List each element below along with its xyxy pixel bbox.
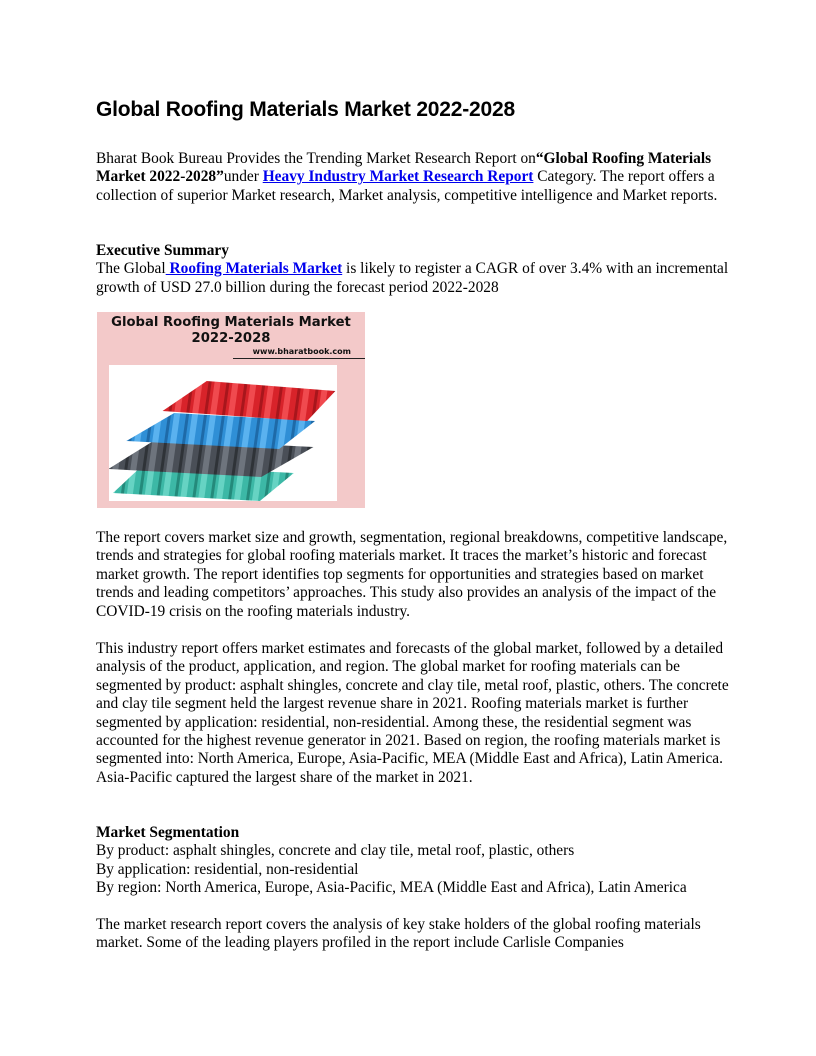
coverage-paragraph: The report covers market size and growth, segmentation, regional breakdowns, competitive landscape, trends and strategies for global roofing materials market. It traces the market’s historic and forecast market growth. The report identifies top segments for opportunities and strategies based on market trends and leading competitors’ approaches. This study also provides an analysis of the impact of the COVID-19 crisis on the roofing materials industry. — [96, 529, 728, 620]
segment-by-product: By product: asphalt shingles, concrete and clay tile, metal roof, plastic, others — [96, 842, 575, 860]
intro-tail: Category. The report offers a collection of superior Market research, Market analysis, competitive intelligence and Market reports. — [96, 168, 718, 204]
exec-summary-tail: is likely to register a CAGR of over 3.4% with an incremental growth of USD 27.0 billion during the forecast period 2022-2028 — [96, 260, 729, 296]
segmentation-heading: Market Segmentation — [96, 824, 240, 841]
page-title: Global Roofing Materials Market 2022-2028 — [96, 98, 515, 121]
report-banner-image — [97, 312, 365, 508]
executive-summary — [96, 242, 736, 297]
banner-title-line2: 2022-2028 — [191, 331, 271, 346]
category-link[interactable]: Heavy Industry Market Research Report — [262, 168, 534, 186]
intro-paragraph — [96, 150, 736, 205]
executive-summary-heading: Executive Summary — [96, 242, 229, 259]
players-paragraph: The market research report covers the analysis of key stake holders of the global roofing materials market. Some of the leading players profiled in the report include Carlisle Companies — [96, 916, 701, 952]
estimates-paragraph: This industry report offers market estimates and forecasts of the global market, followed by a detailed analysis of the product, application, and region. The global market for roofing materials can be segmented by product: asphalt shingles, concrete and clay tile, metal roof, plastic, others. The concrete and clay tile segment held the largest revenue share in 2021. Roofing materials market is further segmented by application: residential, non-residential. Among these, the residential segment was accounted for the highest revenue generator in 2021. Based on region, the roofing materials market is segmented into: North America, Europe, Asia-Pacific, MEA (Middle East and Africa), Latin America. Asia-Pacific captured the largest share of the market in 2021. — [96, 640, 729, 786]
market-link[interactable]: Roofing Materials Market — [165, 260, 343, 278]
intro-lead: Bharat Book Bureau Provides the Trending Market Research Report on — [96, 150, 536, 167]
segment-by-application: By application: residential, non-residential — [96, 860, 359, 878]
segment-by-region: By region: North America, Europe, Asia-Pacific, MEA (Middle East and Africa), Latin America — [96, 879, 687, 897]
roofing-sheets-icon — [109, 365, 337, 501]
banner-title — [97, 315, 365, 347]
exec-summary-lead: The Global — [96, 260, 166, 278]
banner-divider — [233, 358, 365, 359]
banner-url: www.bharatbook.com — [252, 347, 351, 356]
intro-under: under — [223, 168, 263, 186]
banner-title-line1: Global Roofing Materials Market — [111, 315, 351, 330]
report-title-bold: “Global Roofing Materials Market 2022-2028” — [96, 150, 712, 186]
market-segmentation — [96, 824, 736, 898]
